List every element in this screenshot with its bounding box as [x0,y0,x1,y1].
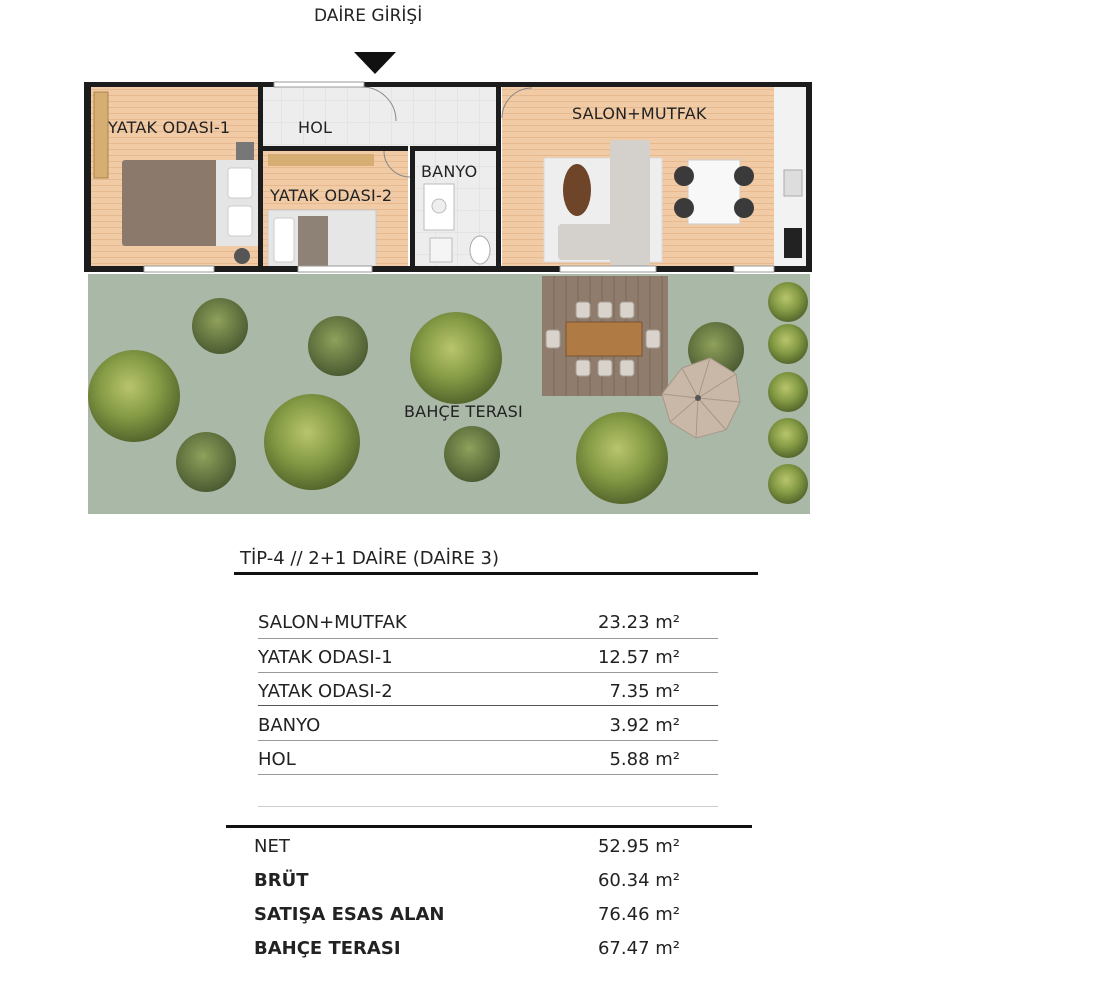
label-bathroom: BANYO [421,162,478,181]
area-row-label: HOL [258,749,296,770]
entry-label: DAİRE GİRİŞİ [314,6,423,26]
area-row-value: 23.23 m² [597,612,680,633]
area-row-value: 5.88 m² [609,749,680,770]
total-row-label: SATIŞA ESAS ALAN [254,904,445,925]
area-row-value: 12.57 m² [597,647,680,668]
apartment-title: TİP-4 // 2+1 DAİRE (DAİRE 3) [240,548,500,569]
area-row-value: 3.92 m² [609,715,680,736]
label-bedroom1: YATAK ODASI-1 [108,118,231,137]
total-row-value: 67.47 m² [597,938,680,959]
total-row-label: NET [254,836,290,857]
label-garden: BAHÇE TERASI [404,402,523,421]
total-row-label: BAHÇE TERASI [254,938,401,959]
area-row-label: YATAK ODASI-1 [258,647,393,668]
area-row-value: 7.35 m² [609,681,680,702]
entry-arrow-icon [352,50,398,76]
total-row-value: 76.46 m² [597,904,680,925]
label-hall: HOL [298,118,333,137]
total-row-value: 52.95 m² [597,836,680,857]
wooden-deck [542,276,668,396]
total-row-value: 60.34 m² [597,870,680,891]
area-row-label: SALON+MUTFAK [258,612,407,633]
totals-rule [226,825,752,828]
floor-plan [84,78,814,518]
hall-floor [262,86,498,148]
label-living-kitchen: SALON+MUTFAK [572,104,707,123]
title-rule [234,572,758,575]
label-bedroom2: YATAK ODASI-2 [270,186,393,205]
area-row-label: YATAK ODASI-2 [258,681,393,702]
area-row-label: BANYO [258,715,321,736]
total-row-label: BRÜT [254,870,309,891]
